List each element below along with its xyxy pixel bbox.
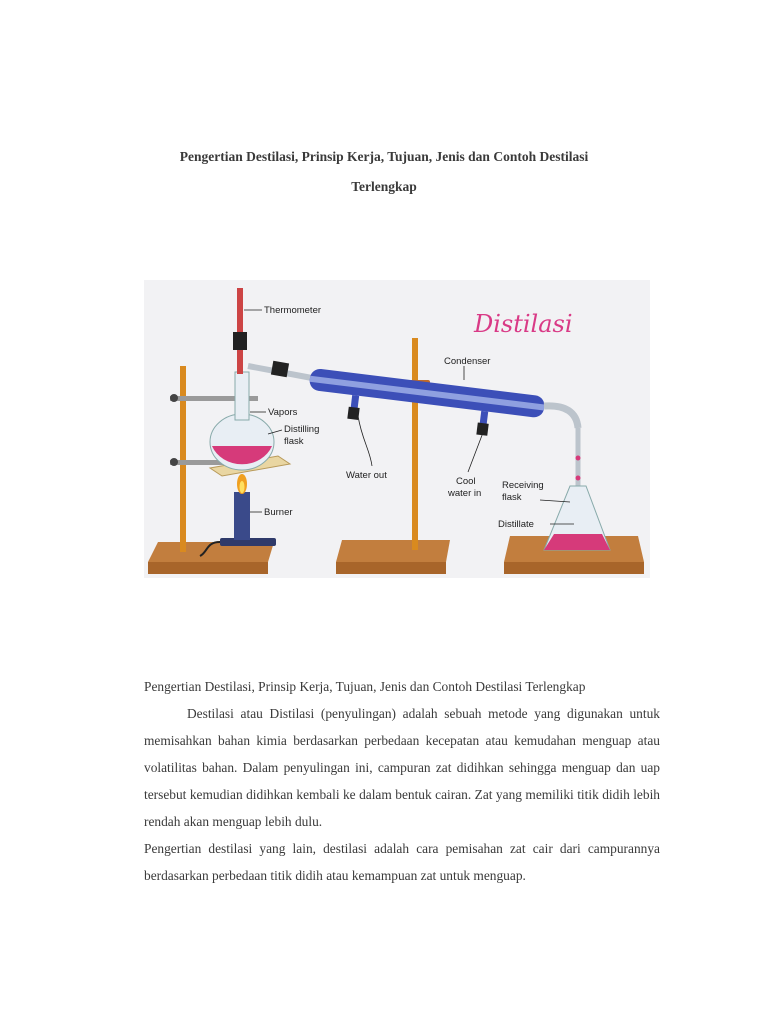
title-line-2: Terlengkap xyxy=(351,179,417,194)
base-right-front xyxy=(504,562,644,574)
clamp-knob-lower xyxy=(170,458,178,466)
label-distillate: Distillate xyxy=(498,519,534,530)
label-receiving-flask-2: flask xyxy=(502,492,522,503)
distillation-svg xyxy=(144,280,650,578)
body-text xyxy=(144,673,660,889)
connector-stopper xyxy=(271,361,289,378)
paragraph-definition: Destilasi atau Distilasi (penyulingan) adalah sebuah metode yang digunakan untuk memisahkan bahan kimia berdasarkan perbedaan kecepatan atau kemudahan menguap atau volatilitas bahan. Dalam penyulingan ini, campuran zat didihkan sehingga menguap dan uap tersebut kemudian didihkan kembali ke dalam bentuk cairan. Zat yang memiliki titik didih lebih rendah akan menguap lebih dulu. xyxy=(144,706,660,829)
diagram-heading: Distilasi xyxy=(474,310,573,338)
base-left-front xyxy=(148,562,268,574)
label-cool-water-1: Cool xyxy=(456,476,476,487)
title-line-1: Pengertian Destilasi, Prinsip Kerja, Tujuan, Jenis dan Contoh Destilasi xyxy=(179,149,589,164)
label-vapors: Vapors xyxy=(268,407,298,418)
stand-left xyxy=(180,366,186,552)
label-condenser: Condenser xyxy=(444,356,491,367)
label-receiving-flask-1: Receiving xyxy=(502,480,544,491)
paragraph-alternate-definition: Pengertian destilasi yang lain, destilasi adalah cara pemisahan zat cair dari campurannya berdasarkan perbedaan titik didih atau kemampuan zat untuk menguap. xyxy=(144,841,660,883)
thermometer-stopper xyxy=(233,332,247,350)
label-water-out: Water out xyxy=(346,470,387,481)
label-cool-water-2: water in xyxy=(448,488,482,499)
label-distilling-flask-2: flask xyxy=(284,436,304,447)
base-middle-front xyxy=(336,562,446,574)
distillate-liquid xyxy=(544,534,610,550)
burner-body xyxy=(234,492,250,540)
burner-flame-core xyxy=(240,481,245,493)
stand-middle xyxy=(412,338,418,550)
clamp-knob-upper xyxy=(170,394,178,402)
label-burner: Burner xyxy=(264,507,293,518)
drop-2 xyxy=(576,476,581,481)
distillation-diagram xyxy=(144,280,650,578)
water-outlet-hose xyxy=(347,407,359,420)
label-distilling-flask-1: Distilling xyxy=(284,424,320,435)
base-middle-top xyxy=(336,540,450,562)
document-title xyxy=(120,142,648,202)
label-thermometer: Thermometer xyxy=(264,305,322,316)
flask-neck xyxy=(235,372,249,420)
drop-1 xyxy=(576,456,581,461)
thermometer xyxy=(237,288,243,374)
paragraph-heading: Pengertian Destilasi, Prinsip Kerja, Tujuan, Jenis dan Contoh Destilasi Terlengkap xyxy=(144,679,586,694)
